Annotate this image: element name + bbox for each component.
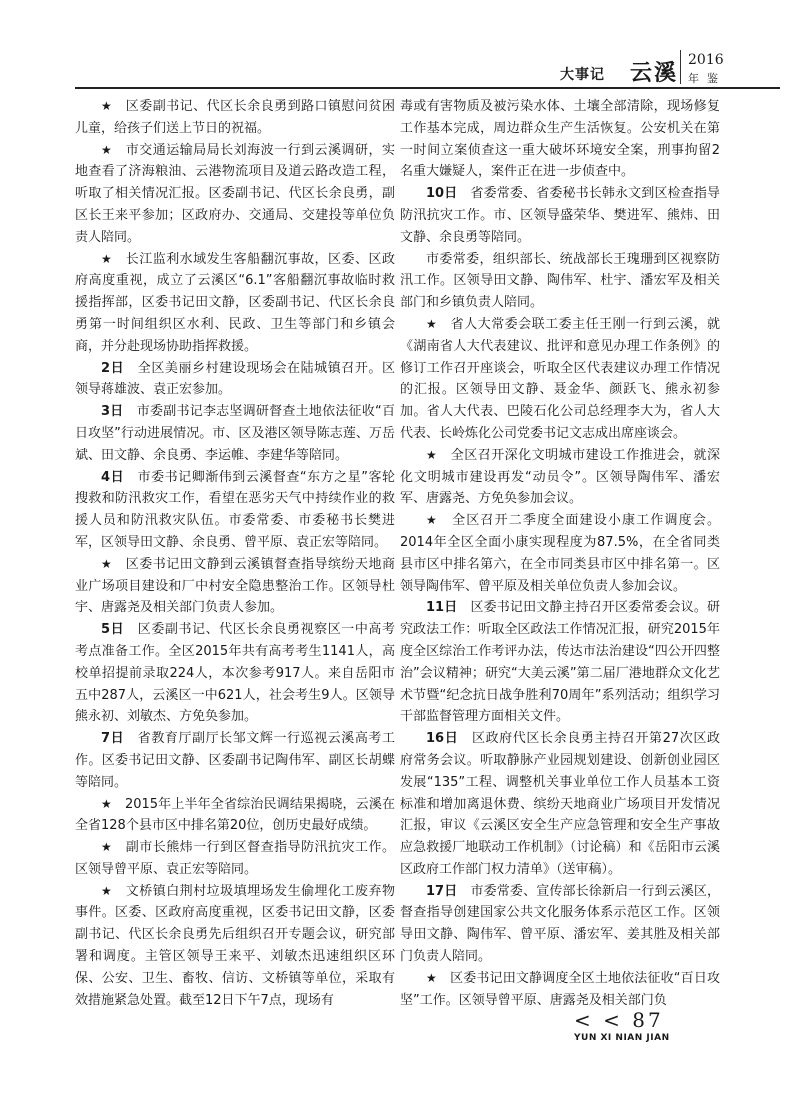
entry-date: 7日 — [101, 731, 125, 747]
entry-date: 17日 — [426, 883, 458, 899]
chronicle-entry — [75, 249, 395, 358]
chronicle-entry — [75, 619, 395, 728]
entry-text: 2015年上半年全省综治民调结果揭晓，云溪在全省128个县市区中排名第20位，创历史最好成绩。 — [75, 796, 395, 834]
entry-text: 长江监利水域发生客船翻沉事故，区委、区政府高度重视，成立了云溪区“6.1”客船翻沉事故临时救援指挥部，区委书记田文静，区委副书记、代区长余良勇第一时间组织区水利、民政、卫生等部门和乡镇会商，并分赴现场协助指挥救援。 — [75, 251, 395, 354]
running-header — [540, 46, 775, 86]
entry-text: 副市长熊炜一行到区督查指导防汛抗灾工作。区领导曾平原、袁正宏等陪同。 — [75, 840, 395, 877]
entry-text: 区委书记田文静到云溪镇督查指导缤纷天地商业广场项目建设和厂中村安全隐患整治工作。区领导杜宇、唐露尧及相关部门负责人参加。 — [75, 556, 395, 616]
star-bullet-icon: ★ — [101, 883, 113, 898]
star-bullet-icon: ★ — [101, 556, 113, 571]
entry-date: 5日 — [101, 622, 125, 638]
chronicle-entry — [400, 968, 720, 1012]
star-bullet-icon: ★ — [426, 316, 438, 331]
header-rule — [75, 87, 780, 89]
star-bullet-icon: ★ — [101, 251, 113, 266]
entry-text: 市交通运输局局长刘海波一行到云溪调研，实地查看了济海粮油、云港物流项目及道云路改造工程，听取了相关情况汇报。区委副书记、代区长余良勇，副区长王来平参加；区政府办、交通局、交建投等单位负责人陪同。 — [75, 142, 395, 245]
chronicle-entry — [400, 510, 720, 597]
entry-date: 2日 — [101, 360, 125, 376]
entry-text: 毒或有害物质及被污染水体、土壤全部清除，现场修复工作基本完成，周边群众生产生活恢复。公安机关在第一时间立案侦查这一重大破坏环境安全案，刑事拘留2名重大嫌疑人，案件正在进一步侦查中。 — [400, 99, 720, 180]
entry-text: 省委常委、省委秘书长韩永文到区检查指导防汛抗灾工作。市、区领导盛荣华、樊进军、熊炜、田文静、余良勇等陪同。 — [400, 186, 720, 245]
entry-text: 文桥镇白荆村垃圾填埋场发生偷埋化工废弃物事件。区委、区政府高度重视，区委书记田文静，区委副书记、代区长余良勇先后组织召开专题会议，研究部署和调度。主管区领导王来平、刘敏杰迅速组织区环保、公安、卫生、畜牧、信访、文桥镇等单位，采取有效措施紧急处置。截至12日下午7点，现场有 — [75, 883, 395, 1008]
chronicle-entry — [400, 597, 720, 728]
star-bullet-icon: ★ — [101, 796, 112, 811]
section-title: 大事记 — [560, 67, 605, 83]
star-bullet-icon: ★ — [101, 142, 113, 157]
chronicle-entry — [75, 358, 395, 402]
entry-text: 区政府代区长余良勇主持召开第27次区政府常务会议。听取静脉产业园规划建设、创新创业园区发展“135”工程、调整机关事业单位工作人员基本工资标准和增加离退休费、缤纷天地商业广场项目开发情况汇报，审议《云溪区安全生产应急管理和安全生产事故应急救援厂地联动工作机制》（讨论稿）和《岳阳市云溪区政府工作部门权力清单》（送审稿）。 — [400, 731, 720, 877]
entry-date: 10日 — [426, 186, 458, 202]
header-divider — [680, 50, 681, 84]
chronicle-entry — [75, 140, 395, 249]
chronicle-entry — [400, 728, 720, 881]
yearbook-logo: 云溪 — [630, 60, 679, 86]
chronicle-entry — [400, 314, 720, 445]
chronicle-entry — [75, 728, 395, 793]
page-footer — [574, 1008, 774, 1043]
chronicle-entry — [75, 554, 395, 619]
yearbook-pinyin: YUN XI NIAN JIAN — [574, 1033, 670, 1043]
chronicle-entry — [75, 837, 395, 881]
star-bullet-icon: ★ — [426, 447, 438, 462]
entry-text: 市委副书记李志坚调研督查土地依法征收“百日攻坚”行动进展情况。市、区及港区领导陈志莲、万岳斌、田文静、余良勇、李运帷、李建华等陪同。 — [75, 404, 395, 463]
chronicle-entry — [75, 794, 395, 838]
chronicle-entry — [400, 249, 720, 314]
left-column — [75, 96, 395, 1011]
entry-text: 全区召开深化文明城市建设工作推进会，就深化文明城市建设再发“动员令”。区领导陶伟军、潘宏军、唐露尧、方免奂参加会议。 — [400, 447, 720, 507]
entry-text: 区委副书记、代区长余良勇到路口镇慰问贫困儿童，给孩子们送上节日的祝福。 — [75, 99, 395, 136]
star-bullet-icon: ★ — [426, 970, 437, 985]
yearbook-year: 2016 — [688, 52, 724, 68]
entry-text: 全区召开二季度全面建设小康工作调度会。2014年全区全面小康实现程度为87.5%，在全省同类县市区中排名第六，在全市同类县市区中排名第一。区领导陶伟军、曾平原及相关单位负责人参加会议。 — [400, 513, 720, 594]
entry-text: 市委书记卿渐伟到云溪督查“东方之星”客轮搜救和防汛救灾工作，看望在恶劣天气中持续作业的救援人员和防汛救灾队伍。市委常委、市委秘书长樊进军，区领导田文静、余良勇、曾平原、袁正宏等陪同。 — [75, 469, 395, 550]
entry-date: 11日 — [426, 600, 458, 616]
star-bullet-icon: ★ — [101, 840, 113, 855]
chronicle-entry — [75, 96, 395, 140]
entry-date: 3日 — [101, 404, 124, 420]
entry-text: 区委副书记、代区长余良勇视察区一中高考考点准备工作。全区2015年共有高考考生1141人，高校单招提前录取224人，本次参考917人。来自岳阳市五中287人，云溪区一中621人，社会考生9人。区领导熊永初、刘敏杰、方免奂参加。 — [75, 622, 395, 725]
entry-text: 区委书记田文静调度全区土地依法征收“百日攻坚”工作。区领导曾平原、唐露尧及相关部门负 — [400, 970, 720, 1008]
chronicle-entry — [75, 881, 395, 1012]
chronicle-entry — [400, 96, 720, 183]
entry-text: 省教育厅副厅长邹文辉一行巡视云溪高考工作。区委书记田文静、区委副书记陶伟军、副区长胡蝶等陪同。 — [75, 731, 395, 790]
star-bullet-icon: ★ — [426, 513, 438, 528]
chronicle-entry — [75, 467, 395, 554]
entry-text: 全区美丽乡村建设现场会在陆城镇召开。区领导蒋雄波、袁正宏参加。 — [75, 360, 395, 398]
chronicle-entry — [400, 881, 720, 968]
page-number: < < 87 — [574, 1008, 664, 1032]
entry-text: 市委常委、宣传部长徐新启一行到云溪区，督查指导创建国家公共文化服务体系示范区工作。区领导田文静、陶伟军、曾平原、潘宏军、姜其胜及相关部门负责人陪同。 — [400, 883, 720, 965]
right-column — [400, 96, 720, 1011]
entry-text: 区委书记田文静主持召开区委常委会议。研究政法工作：听取全区政法工作情况汇报，研究2015年度全区综治工作考评办法，传达市法治建设“四公开四整治”会议精神；研究“大美云溪”第二届厂港地群众文化艺术节暨“纪念抗日战争胜利70周年”系列活动；组织学习干部监督管理方面相关文件。 — [400, 600, 720, 725]
chronicle-entry — [400, 445, 720, 510]
yearbook-label: 年鉴 — [688, 72, 726, 85]
entry-text: 省人大常委会联工委主任王刚一行到云溪，就《湖南省人大代表建议、批评和意见办理工作条例》的修订工作召开座谈会，听取全区代表建议办理工作情况的汇报。区领导田文静、聂金华、颜跃飞、熊永初参加。省人大代表、巴陵石化公司总经理李大为，省人大代表、长岭炼化公司党委书记文志成出席座谈会。 — [400, 316, 720, 441]
star-bullet-icon: ★ — [101, 99, 113, 113]
entry-date: 4日 — [101, 469, 125, 485]
entry-date: 16日 — [426, 731, 459, 747]
chronicle-entry — [400, 183, 720, 248]
chronicle-entry — [75, 401, 395, 466]
entry-text: 市委常委，组织部长、统战部长王瑰珊到区视察防汛工作。区领导田文静、陶伟军、杜宇、潘宏军及相关部门和乡镇负责人陪同。 — [400, 251, 720, 311]
